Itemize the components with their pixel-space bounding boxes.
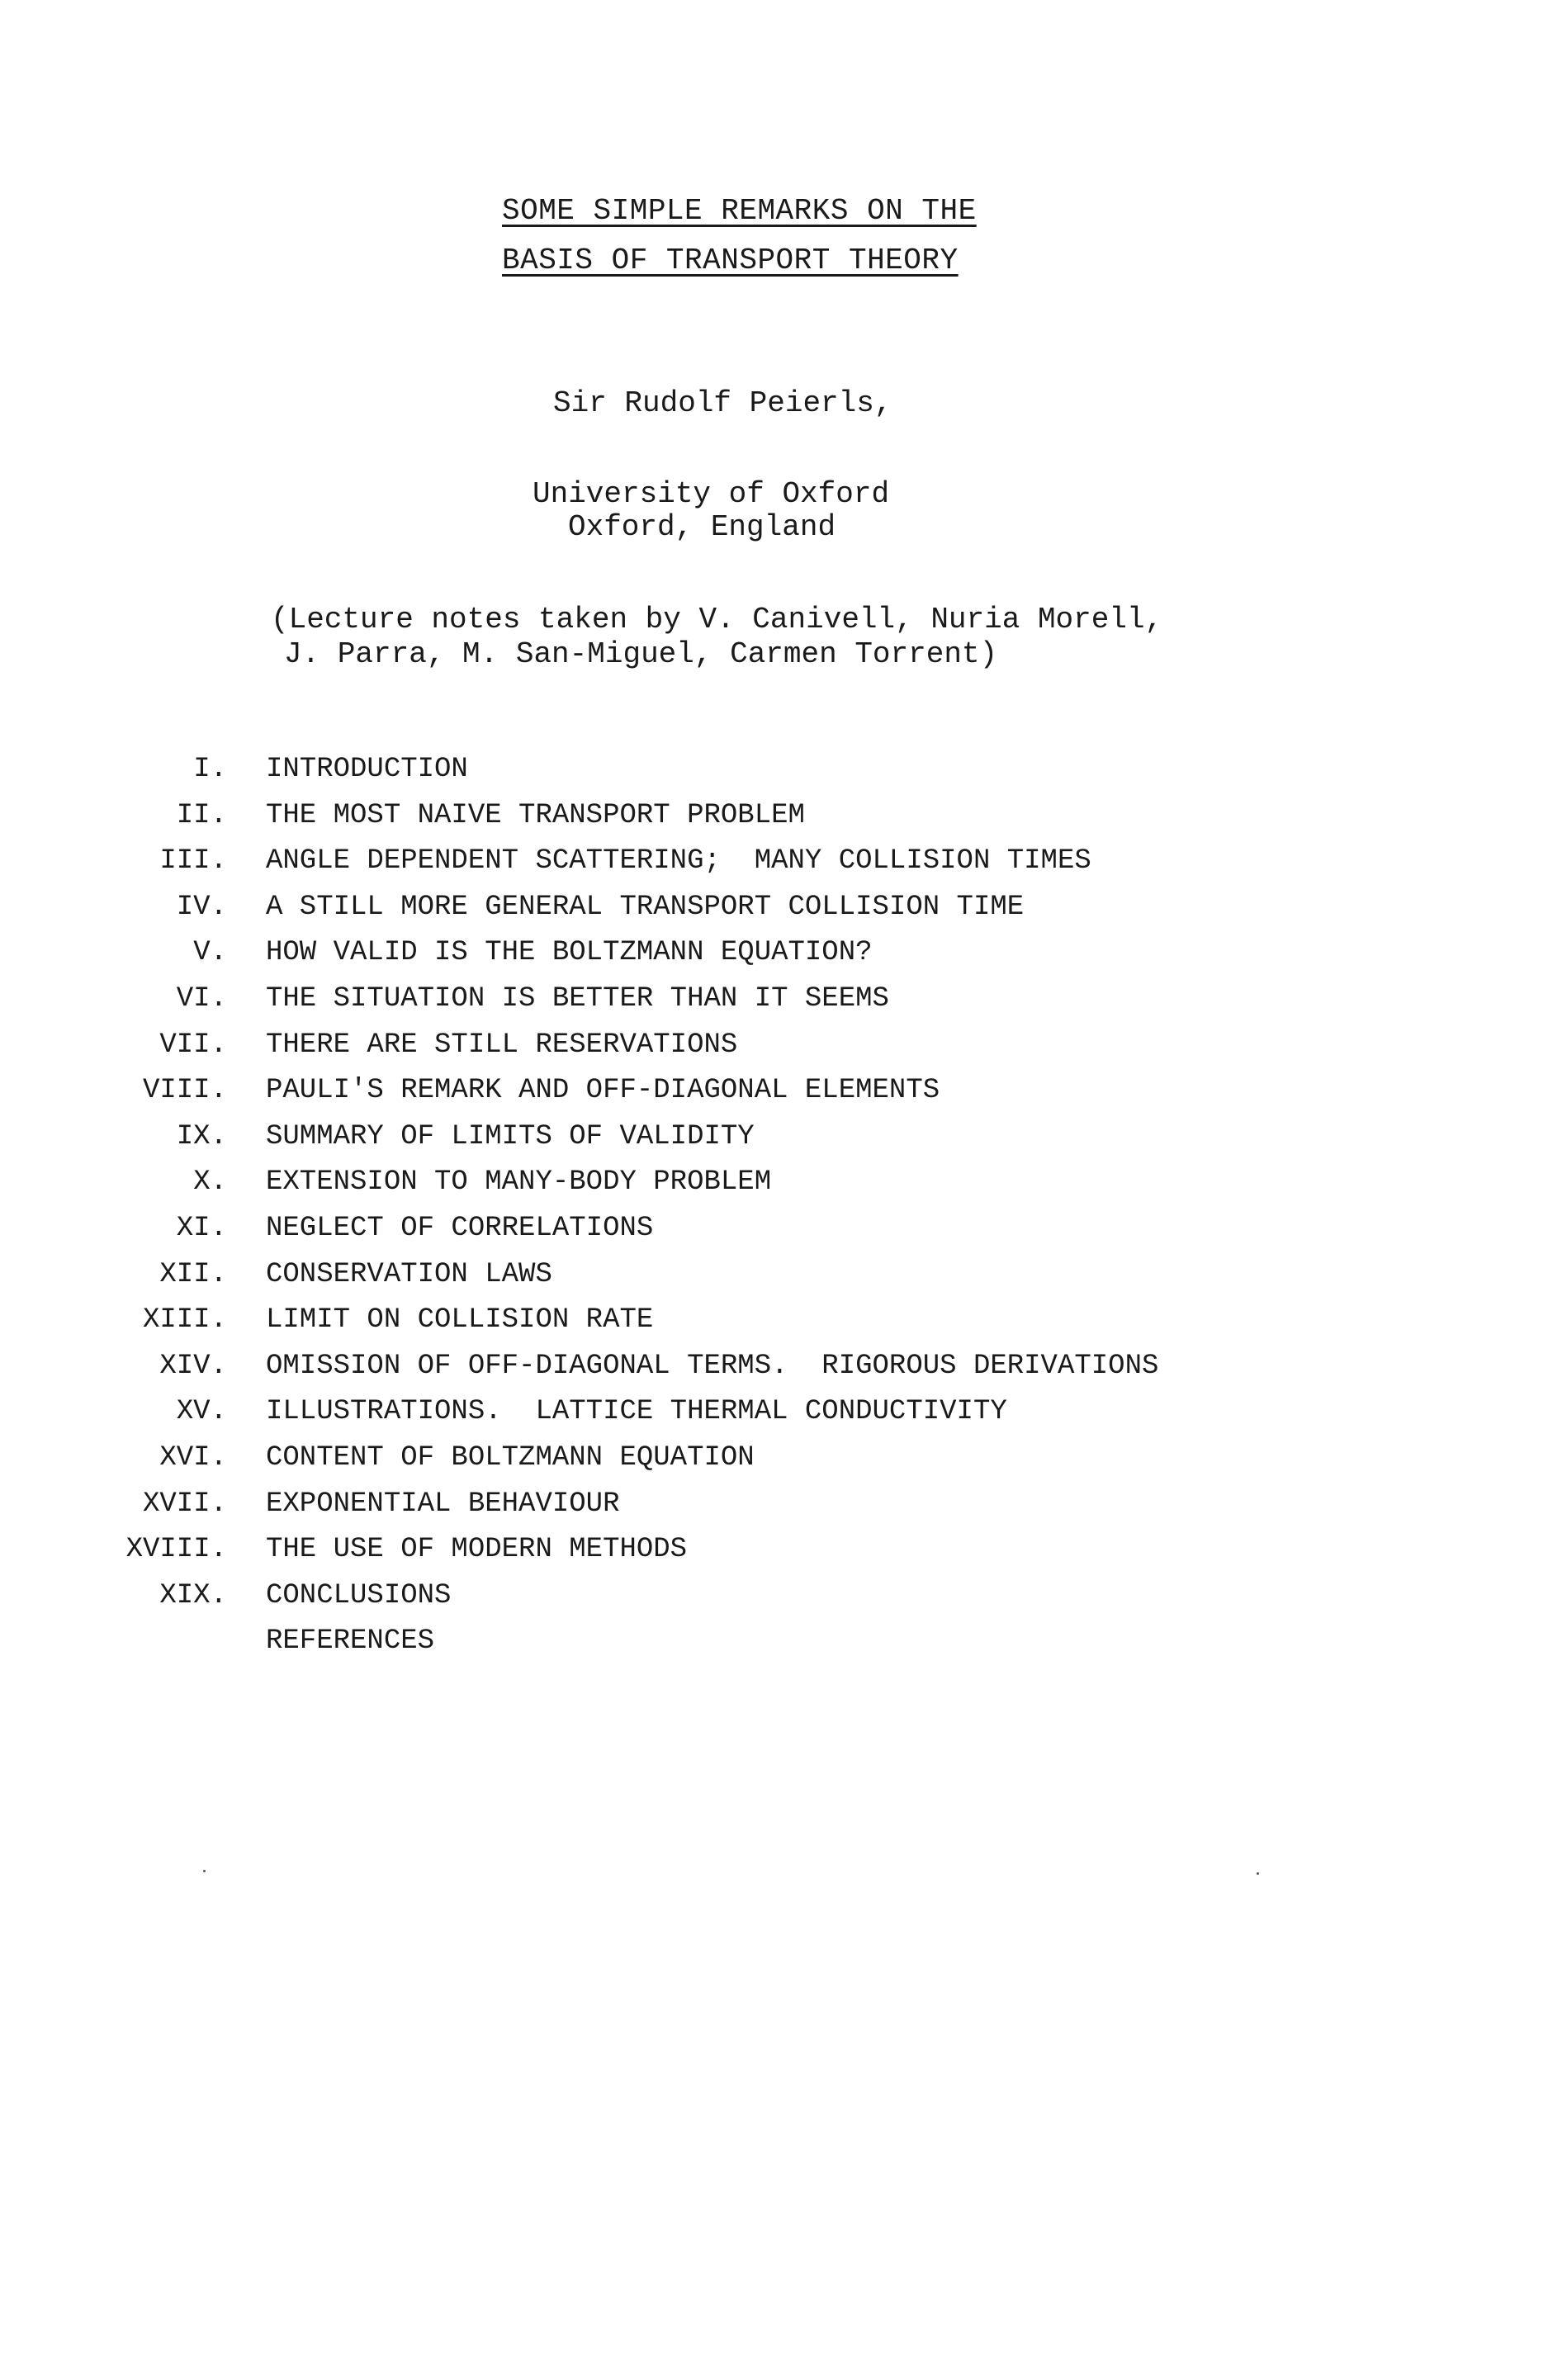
toc-number: XI.: [176, 1212, 227, 1244]
toc-row: [0, 751, 1548, 797]
toc-number: VII.: [159, 1029, 227, 1061]
toc-number: XIII.: [142, 1304, 227, 1337]
toc-title: CONTENT OF BOLTZMANN EQUATION: [266, 1441, 755, 1474]
toc-title: THE SITUATION IS BETTER THAN IT SEEMS: [266, 982, 889, 1015]
author-name: Sir Rudolf Peierls,: [553, 386, 892, 420]
toc-number: V.: [193, 937, 227, 969]
toc-row: [0, 843, 1548, 889]
toc-row: [0, 1210, 1548, 1256]
affiliation-line-2: Oxford, England: [568, 510, 836, 544]
toc-title: NEGLECT OF CORRELATIONS: [266, 1212, 654, 1244]
toc-number: XII.: [159, 1258, 227, 1290]
toc-title: CONSERVATION LAWS: [266, 1258, 552, 1290]
table-of-contents: [0, 751, 1548, 1669]
scan-speck: [1257, 1872, 1259, 1875]
toc-row: [0, 1302, 1548, 1348]
toc-number: XVII.: [142, 1488, 227, 1520]
toc-number: VI.: [176, 982, 227, 1015]
title-line-1: SOME SIMPLE REMARKS ON THE: [502, 194, 977, 228]
toc-number: IX.: [176, 1120, 227, 1152]
toc-title: INTRODUCTION: [266, 754, 468, 785]
toc-row: [0, 1486, 1548, 1532]
toc-number: IV.: [176, 891, 227, 923]
toc-title: THERE ARE STILL RESERVATIONS: [266, 1029, 738, 1061]
toc-row: [0, 981, 1548, 1027]
toc-title: ILLUSTRATIONS. LATTICE THERMAL CONDUCTIVITY: [266, 1396, 1007, 1428]
toc-number: XVI.: [159, 1441, 227, 1474]
toc-number: XV.: [176, 1396, 227, 1428]
toc-number: I.: [193, 754, 227, 785]
notes-line-2: J. Parra, M. San-Miguel, Carmen Torrent): [284, 637, 998, 671]
toc-title: ANGLE DEPENDENT SCATTERING; MANY COLLISION TIMES: [266, 845, 1091, 878]
toc-number: XVIII.: [125, 1534, 227, 1566]
toc-row: [0, 889, 1548, 935]
toc-title: LIMIT ON COLLISION RATE: [266, 1304, 654, 1337]
toc-title: OMISSION OF OFF-DIAGONAL TERMS. RIGOROUS DERIVATIONS: [266, 1350, 1159, 1382]
toc-title: REFERENCES: [266, 1625, 435, 1658]
toc-row: [0, 1578, 1548, 1624]
toc-title: HOW VALID IS THE BOLTZMANN EQUATION?: [266, 937, 873, 969]
title-line-2: BASIS OF TRANSPORT THEORY: [502, 244, 959, 277]
toc-number: II.: [176, 799, 227, 831]
toc-title: EXTENSION TO MANY-BODY PROBLEM: [266, 1166, 772, 1199]
toc-title: A STILL MORE GENERAL TRANSPORT COLLISION TIME: [266, 891, 1025, 923]
toc-row: [0, 934, 1548, 981]
toc-title: EXPONENTIAL BEHAVIOUR: [266, 1488, 620, 1520]
toc-row: [0, 1119, 1548, 1165]
toc-title: CONCLUSIONS: [266, 1579, 452, 1611]
affiliation-line-1: University of Oxford: [533, 477, 890, 511]
toc-row: [0, 1348, 1548, 1394]
scan-speck: [203, 1870, 206, 1872]
toc-number: VIII.: [142, 1075, 227, 1107]
notes-line-1: (Lecture notes taken by V. Canivell, Nuria Morell,: [271, 603, 1163, 636]
toc-number: III.: [159, 845, 227, 878]
toc-row: [0, 1440, 1548, 1486]
toc-title: SUMMARY OF LIMITS OF VALIDITY: [266, 1120, 755, 1152]
toc-title: THE MOST NAIVE TRANSPORT PROBLEM: [266, 799, 805, 831]
toc-row: [0, 1164, 1548, 1210]
toc-number: XIV.: [159, 1350, 227, 1382]
toc-row: [0, 1531, 1548, 1578]
toc-row: [0, 1623, 1548, 1669]
toc-row: [0, 797, 1548, 844]
toc-title: PAULI'S REMARK AND OFF-DIAGONAL ELEMENTS: [266, 1075, 940, 1107]
toc-number: XIX.: [159, 1579, 227, 1611]
toc-row: [0, 1072, 1548, 1119]
toc-row: [0, 1027, 1548, 1073]
toc-row: [0, 1393, 1548, 1440]
toc-number: X.: [193, 1166, 227, 1199]
toc-row: [0, 1256, 1548, 1303]
toc-title: THE USE OF MODERN METHODS: [266, 1534, 688, 1566]
